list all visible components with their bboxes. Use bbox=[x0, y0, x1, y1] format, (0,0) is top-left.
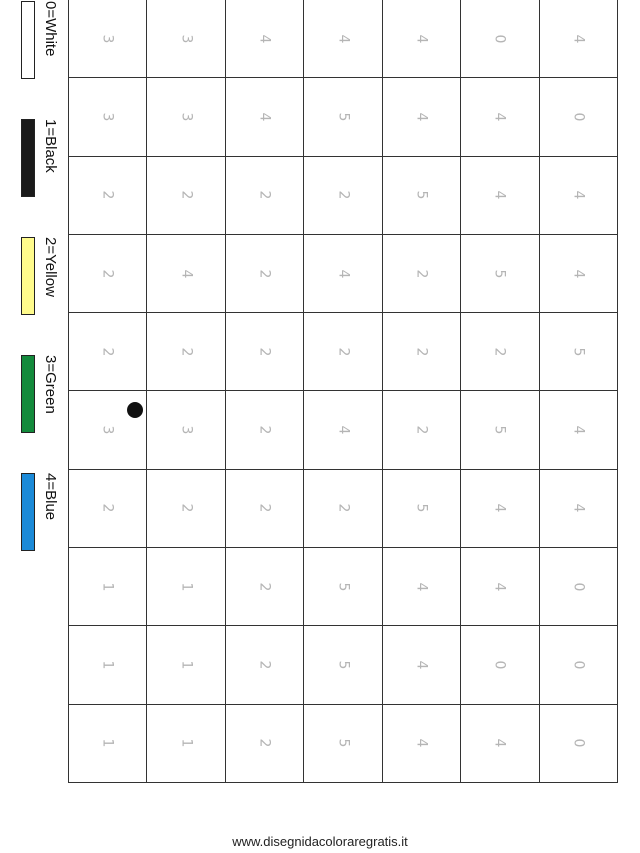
grid-cell[interactable] bbox=[147, 313, 225, 391]
cell-number: 2 bbox=[413, 347, 430, 357]
color-by-number-grid bbox=[68, 0, 618, 783]
cell-number: 3 bbox=[99, 112, 116, 122]
grid-row bbox=[69, 156, 618, 234]
grid-cell[interactable] bbox=[539, 78, 617, 156]
cell-number: 2 bbox=[256, 660, 273, 670]
grid-cell[interactable] bbox=[304, 704, 382, 782]
grid-cell[interactable] bbox=[461, 0, 539, 78]
legend-label: 3=Green bbox=[42, 355, 59, 414]
grid-cell[interactable] bbox=[147, 626, 225, 704]
cell-number: 2 bbox=[256, 190, 273, 200]
cell-number: 2 bbox=[178, 347, 195, 357]
grid-cell[interactable] bbox=[225, 156, 303, 234]
cell-number: 5 bbox=[491, 425, 508, 435]
cell-number: 4 bbox=[570, 425, 587, 435]
cell-number: 0 bbox=[570, 660, 587, 670]
grid-cell[interactable] bbox=[225, 548, 303, 626]
cell-number: 2 bbox=[256, 582, 273, 592]
grid-cell[interactable] bbox=[382, 626, 460, 704]
cell-number: 4 bbox=[256, 112, 273, 122]
grid-row bbox=[69, 548, 618, 626]
grid-cell[interactable] bbox=[225, 313, 303, 391]
grid-cell[interactable] bbox=[69, 156, 147, 234]
cell-number: 4 bbox=[413, 738, 430, 748]
grid-cell[interactable] bbox=[147, 391, 225, 469]
grid-cell[interactable] bbox=[461, 234, 539, 312]
cell-number: 4 bbox=[334, 425, 351, 435]
cell-number: 1 bbox=[178, 660, 195, 670]
legend-swatch bbox=[21, 473, 35, 551]
grid-cell[interactable] bbox=[69, 234, 147, 312]
cell-number: 2 bbox=[99, 503, 116, 513]
grid-row bbox=[69, 313, 618, 391]
cell-number: 4 bbox=[570, 503, 587, 513]
cell-number: 2 bbox=[334, 503, 351, 513]
grid-cell[interactable] bbox=[304, 234, 382, 312]
cell-number: 5 bbox=[413, 503, 430, 513]
grid-cell[interactable] bbox=[539, 156, 617, 234]
grid-cell[interactable] bbox=[539, 469, 617, 547]
grid-cell[interactable] bbox=[304, 78, 382, 156]
grid-cell[interactable] bbox=[225, 626, 303, 704]
cell-number: 2 bbox=[491, 347, 508, 357]
grid-row bbox=[69, 78, 618, 156]
cell-number: 0 bbox=[491, 660, 508, 670]
legend-swatch bbox=[21, 355, 35, 433]
cell-number: 2 bbox=[256, 269, 273, 278]
grid-cell[interactable] bbox=[382, 469, 460, 547]
legend-label: 1=Black bbox=[42, 119, 59, 173]
grid-cell[interactable] bbox=[461, 704, 539, 782]
cell-number: 5 bbox=[413, 190, 430, 200]
cell-number: 2 bbox=[99, 190, 116, 200]
cell-number: 2 bbox=[413, 269, 430, 278]
cell-number: 3 bbox=[178, 112, 195, 122]
grid-cell[interactable] bbox=[461, 78, 539, 156]
cell-number: 4 bbox=[570, 34, 587, 44]
cell-number: 2 bbox=[99, 269, 116, 278]
cell-number: 2 bbox=[256, 347, 273, 357]
grid-cell[interactable] bbox=[461, 469, 539, 547]
cell-number: 4 bbox=[413, 112, 430, 122]
grid-cell[interactable] bbox=[304, 156, 382, 234]
legend-swatch bbox=[21, 1, 35, 79]
grid-cell[interactable] bbox=[382, 391, 460, 469]
cell-number: 3 bbox=[99, 34, 116, 44]
grid-cell[interactable] bbox=[461, 156, 539, 234]
grid-cell[interactable] bbox=[539, 548, 617, 626]
cell-number: 4 bbox=[256, 34, 273, 44]
grid-cell[interactable] bbox=[382, 0, 460, 78]
site-footer bbox=[0, 834, 640, 849]
legend-swatch bbox=[21, 237, 35, 315]
cell-number: 1 bbox=[178, 738, 195, 748]
grid-cell[interactable] bbox=[147, 156, 225, 234]
color-legend bbox=[0, 0, 68, 560]
cell-number: 2 bbox=[413, 425, 430, 435]
cell-number: 2 bbox=[334, 347, 351, 357]
footer-url[interactable]: www.disegnidacoloraregratis.it bbox=[232, 834, 408, 849]
grid-cell[interactable] bbox=[304, 469, 382, 547]
grid-cell[interactable] bbox=[461, 391, 539, 469]
cell-number: 3 bbox=[178, 34, 195, 44]
cell-number: 4 bbox=[570, 190, 587, 200]
grid-cell[interactable] bbox=[382, 234, 460, 312]
grid-cell[interactable] bbox=[304, 391, 382, 469]
cell-number: 2 bbox=[334, 190, 351, 200]
cell-number: 3 bbox=[178, 425, 195, 435]
grid-row bbox=[69, 704, 618, 782]
marker-dot bbox=[127, 402, 143, 418]
grid-cell[interactable] bbox=[69, 626, 147, 704]
grid-cell[interactable] bbox=[69, 469, 147, 547]
cell-number: 5 bbox=[334, 660, 351, 670]
cell-number: 4 bbox=[413, 34, 430, 44]
grid-cell[interactable] bbox=[225, 0, 303, 78]
grid-row bbox=[69, 469, 618, 547]
grid-cell[interactable] bbox=[69, 313, 147, 391]
cell-number: 1 bbox=[99, 660, 116, 670]
grid-cell[interactable] bbox=[382, 704, 460, 782]
cell-number: 2 bbox=[99, 347, 116, 357]
cell-number: 2 bbox=[256, 738, 273, 748]
cell-number: 4 bbox=[413, 582, 430, 592]
grid-cell[interactable] bbox=[461, 313, 539, 391]
cell-number: 4 bbox=[491, 582, 508, 592]
grid-cell[interactable] bbox=[539, 0, 617, 78]
grid-row bbox=[69, 626, 618, 704]
grid-cell[interactable] bbox=[147, 704, 225, 782]
grid-row bbox=[69, 234, 618, 312]
grid-cell[interactable] bbox=[304, 0, 382, 78]
cell-number: 4 bbox=[491, 503, 508, 513]
cell-number: 0 bbox=[570, 738, 587, 748]
grid-cell[interactable] bbox=[304, 626, 382, 704]
grid-cell[interactable] bbox=[147, 234, 225, 312]
cell-number: 5 bbox=[491, 269, 508, 278]
grid-cell[interactable] bbox=[461, 626, 539, 704]
cell-number: 0 bbox=[570, 112, 587, 122]
legend-label: 4=Blue bbox=[42, 473, 59, 521]
grid-cell[interactable] bbox=[69, 548, 147, 626]
grid-cell[interactable] bbox=[69, 78, 147, 156]
grid-cell[interactable] bbox=[539, 626, 617, 704]
cell-number: 4 bbox=[178, 269, 195, 278]
cell-number: 1 bbox=[99, 738, 116, 748]
cell-number: 4 bbox=[491, 738, 508, 748]
grid-cell[interactable] bbox=[69, 704, 147, 782]
cell-number: 0 bbox=[491, 34, 508, 44]
grid-cell[interactable] bbox=[539, 391, 617, 469]
number-grid-table bbox=[68, 0, 618, 783]
grid-cell[interactable] bbox=[147, 469, 225, 547]
cell-number: 4 bbox=[570, 269, 587, 278]
cell-number: 3 bbox=[99, 425, 116, 435]
grid-cell[interactable] bbox=[225, 234, 303, 312]
cell-number: 4 bbox=[491, 112, 508, 122]
grid-cell[interactable] bbox=[382, 78, 460, 156]
legend-label: 0=White bbox=[42, 1, 59, 57]
cell-number: 1 bbox=[99, 582, 116, 592]
grid-cell[interactable] bbox=[147, 548, 225, 626]
grid-cell[interactable] bbox=[304, 548, 382, 626]
grid-cell[interactable] bbox=[382, 548, 460, 626]
cell-number: 5 bbox=[334, 112, 351, 122]
grid-cell[interactable] bbox=[382, 156, 460, 234]
grid-cell[interactable] bbox=[147, 0, 225, 78]
grid-cell[interactable] bbox=[225, 78, 303, 156]
legend-swatch bbox=[21, 119, 35, 197]
grid-cell[interactable] bbox=[539, 234, 617, 312]
cell-number: 2 bbox=[256, 425, 273, 435]
cell-number: 5 bbox=[570, 347, 587, 357]
grid-cell[interactable] bbox=[539, 704, 617, 782]
grid-cell[interactable] bbox=[225, 391, 303, 469]
grid-row bbox=[69, 0, 618, 78]
cell-number: 0 bbox=[570, 582, 587, 592]
grid-cell[interactable] bbox=[539, 313, 617, 391]
grid-row bbox=[69, 391, 618, 469]
cell-number: 2 bbox=[256, 503, 273, 513]
grid-cell[interactable] bbox=[225, 704, 303, 782]
grid-cell[interactable] bbox=[147, 78, 225, 156]
grid-cell[interactable] bbox=[304, 313, 382, 391]
cell-number: 1 bbox=[178, 582, 195, 592]
cell-number: 2 bbox=[178, 503, 195, 513]
grid-cell[interactable] bbox=[69, 0, 147, 78]
cell-number: 4 bbox=[491, 190, 508, 200]
cell-number: 5 bbox=[334, 738, 351, 748]
cell-number: 4 bbox=[334, 34, 351, 44]
grid-cell[interactable] bbox=[382, 313, 460, 391]
cell-number: 4 bbox=[413, 660, 430, 670]
grid-cell[interactable] bbox=[225, 469, 303, 547]
cell-number: 4 bbox=[334, 269, 351, 278]
grid-cell[interactable] bbox=[461, 548, 539, 626]
cell-number: 5 bbox=[334, 582, 351, 592]
legend-label: 2=Yellow bbox=[42, 237, 59, 297]
cell-number: 2 bbox=[178, 190, 195, 200]
